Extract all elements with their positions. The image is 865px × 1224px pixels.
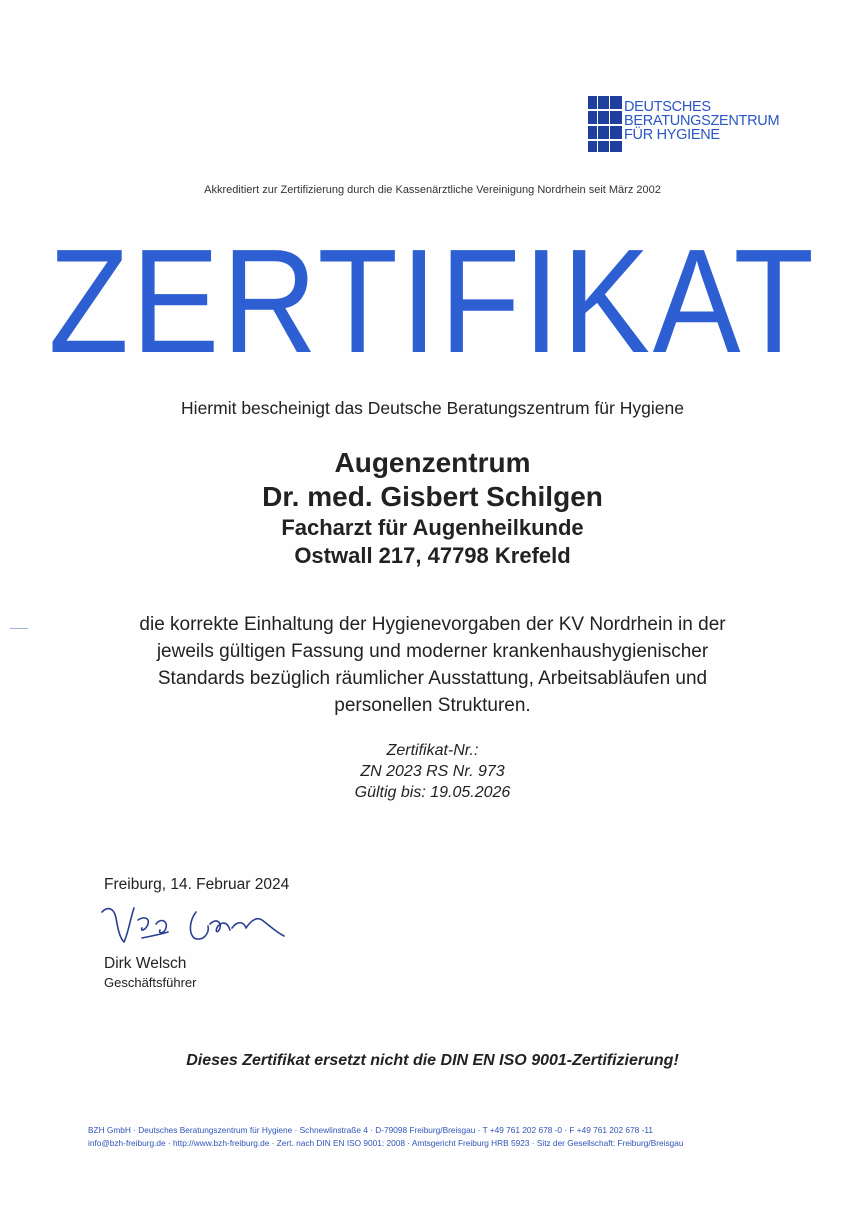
bzh-logo [588, 96, 778, 152]
certificate-number-label: Zertifikat-Nr.: [386, 742, 479, 759]
certificate-info [0, 740, 865, 803]
valid-until: Gültig bis: 19.05.2026 [354, 784, 511, 801]
certificate-title: ZERTIFIKAT [48, 219, 817, 384]
recipient-doctor: Dr. med. Gisbert Schilgen [262, 481, 603, 512]
statement-line: jeweils gültigen Fassung und moderner krankenhaushygienischer [156, 641, 709, 662]
iso-notice: Dieses Zertifikat ersetzt nicht die DIN EN ISO 9001-Zertifizierung! [186, 1052, 679, 1069]
certification-statement [100, 611, 765, 719]
margin-mark [10, 628, 28, 629]
logo-text [624, 100, 779, 142]
recipient-name: Augenzentrum [334, 447, 531, 478]
recipient-address: Ostwall 217, 47798 Krefeld [294, 543, 571, 568]
signer-role: Geschäftsführer [104, 975, 197, 990]
statement-line: Standards bezüglich räumlicher Ausstattung, Arbeitsabläufen und [157, 668, 708, 689]
recipient-block [0, 446, 865, 570]
accreditation-line: Akkreditiert zur Zertifizierung durch die Kassenärztliche Vereinigung Nordrhein seit März 2002 [204, 184, 661, 196]
logo-line-2: BERATUNGSZENTRUM [624, 113, 780, 129]
logo-mark-icon [588, 96, 622, 152]
certificate-number: ZN 2023 RS Nr. 973 [360, 763, 505, 780]
statement-line: personellen Strukturen. [334, 695, 531, 716]
handwritten-signature [98, 898, 298, 958]
signer-name: Dirk Welsch [104, 955, 187, 972]
intro-text: Hiermit bescheinigt das Deutsche Beratungszentrum für Hygiene [181, 398, 684, 418]
logo-line-1: DEUTSCHES [624, 99, 711, 115]
logo-line-3: FÜR HYGIENE [624, 127, 720, 143]
footer [88, 1124, 778, 1150]
recipient-specialty: Facharzt für Augenheilkunde [281, 515, 584, 540]
statement-line: die korrekte Einhaltung der Hygienevorgaben der KV Nordrhein in der [139, 614, 726, 635]
place-and-date: Freiburg, 14. Februar 2024 [104, 876, 290, 893]
footer-line-1: BZH GmbH · Deutsches Beratungszentrum für Hygiene · Schnewlinstraße 4 · D-79098 Freiburg/Breisgau · T +49 761 202 678 -0 · F +49 761 202 678 -11 [88, 1125, 653, 1135]
footer-line-2: info@bzh-freiburg.de · http://www.bzh-freiburg.de · Zert. nach DIN EN ISO 9001: 2008 · Amtsgericht Freiburg HRB 5923 · Sitz der Gesellschaft: Freiburg/Breisgau [88, 1138, 684, 1148]
